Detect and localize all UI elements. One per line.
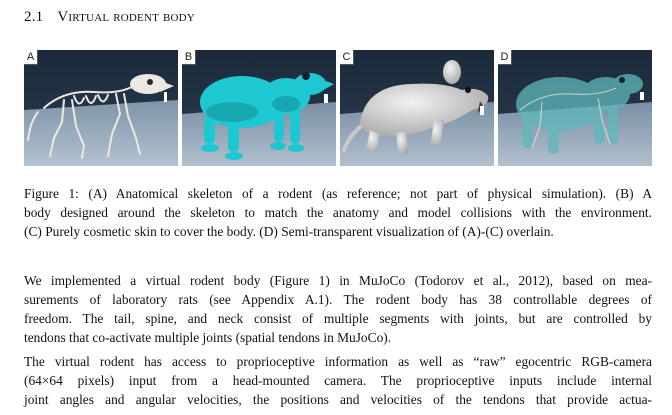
section-number: 2.1	[24, 9, 44, 25]
panel-label-c: C	[340, 50, 354, 65]
caption-line: body designed around the skeleton to match the anatomy and model collisions with the environment.	[24, 205, 652, 220]
body-paragraph-2	[24, 352, 652, 409]
section-title: Virtual rodent body	[57, 9, 195, 25]
figure-panel-c	[340, 50, 494, 166]
panel-label-b: B	[182, 50, 196, 65]
figure-panel-d	[498, 50, 652, 166]
skin-image	[340, 50, 494, 166]
paragraph-line: (64×64 pixels) input from a head-mounted camera. The proprioceptive inputs include internal	[24, 373, 652, 388]
figure-panel-b	[182, 50, 336, 166]
body-paragraph-1	[24, 271, 652, 347]
body-image	[182, 50, 336, 166]
panel-label-d: D	[498, 50, 512, 65]
skeleton-image	[24, 50, 178, 166]
paragraph-line: tendons that co-activate multiple joints (spatial tendons in MuJoCo).	[24, 330, 392, 345]
paragraph-line: surements of laboratory rats (see Appendix A.1). The rodent body has 38 controllable degrees of	[24, 292, 652, 307]
paragraph-line: The virtual rodent has access to proprioceptive information as well as “raw” egocentric RGB-camera	[24, 354, 652, 369]
panel-label-a: A	[24, 50, 38, 65]
figure-panel-a	[24, 50, 178, 166]
paragraph-line: We implemented a virtual rodent body (Figure 1) in MuJoCo (Todorov et al., 2012), based on mea-	[24, 273, 652, 288]
caption-line: (C) Purely cosmetic skin to cover the body. (D) Semi-transparent visualization of (A)-(C) overlain.	[24, 224, 554, 239]
paragraph-line: joint angles and angular velocities, the positions and velocities of the tendons that provide actua-	[24, 392, 652, 407]
figure-caption	[24, 184, 652, 241]
section-heading	[24, 9, 195, 26]
paragraph-line: freedom. The tail, spine, and neck consist of multiple segments with joints, but are controlled by	[24, 311, 652, 326]
overlay-image	[498, 50, 652, 166]
caption-line: Figure 1: (A) Anatomical skeleton of a rodent (as reference; not part of physical simulation). (B) A	[24, 186, 652, 201]
figure-1	[24, 50, 652, 166]
